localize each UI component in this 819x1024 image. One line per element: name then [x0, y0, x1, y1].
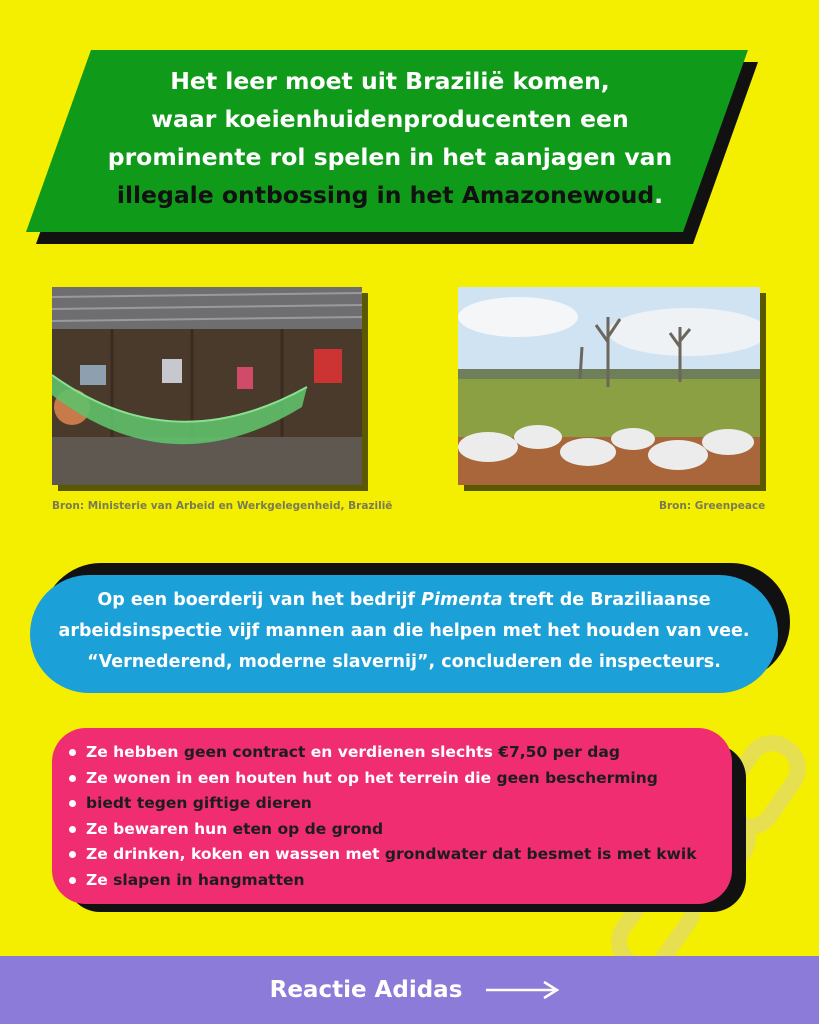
headline-period: .: [654, 181, 664, 209]
condition-highlight: €7,50 per dag: [498, 743, 620, 761]
condition-highlight: biedt tegen giftige dieren: [86, 794, 312, 812]
hammock-photo: [52, 287, 362, 485]
headline-line-last: [60, 176, 720, 214]
headline-line: waar koeienhuidenproducenten een: [151, 105, 629, 133]
cattle-photo: [458, 287, 760, 485]
inspection-text-part: treft de Braziliaanse: [502, 590, 711, 610]
condition-item: [68, 791, 697, 817]
photo-caption-left: Bron: Ministerie van Arbeid en Werkgelegenheid, Brazilië: [52, 500, 393, 512]
inspection-line: “Vernederend, moderne slavernij”, concluderen de inspecteurs.: [87, 652, 721, 672]
condition-text: Ze hebben: [86, 743, 184, 761]
condition-item: [68, 740, 697, 766]
inspection-text: [30, 585, 778, 678]
footer-label: Reactie Adidas: [269, 977, 463, 1003]
condition-highlight: geen contract: [183, 743, 306, 761]
headline-highlight: illegale ontbossing in het Amazonewoud: [116, 181, 655, 209]
inspection-line: arbeidsinspectie vijf mannen aan die helpen met het houden van vee.: [58, 621, 750, 641]
arrow-right-icon: [484, 980, 560, 1000]
inspection-text-part: Op een boerderij van het bedrijf: [97, 590, 422, 610]
condition-text: Ze: [86, 870, 114, 889]
condition-text: Ze wonen in een houten hut op het terrein die: [86, 768, 497, 787]
headline-line: prominente rol spelen in het aanjagen van: [107, 143, 673, 171]
company-name: Pimenta: [421, 590, 503, 610]
headline: [60, 62, 720, 214]
reactie-adidas-button[interactable]: [250, 966, 580, 1014]
photo-caption-right: Bron: Greenpeace: [659, 500, 766, 512]
condition-item: [68, 868, 697, 894]
condition-item: [68, 766, 697, 792]
condition-item: [68, 842, 697, 868]
condition-highlight: eten op de grond: [232, 819, 384, 838]
condition-text: en verdienen slechts: [305, 743, 499, 761]
conditions-list: [68, 740, 697, 893]
condition-highlight: grondwater dat besmet is met kwik: [384, 845, 697, 863]
headline-line: Het leer moet uit Brazilië komen,: [170, 67, 610, 95]
condition-highlight: slapen in hangmatten: [113, 870, 305, 889]
condition-highlight: geen bescherming: [496, 768, 658, 787]
condition-text: Ze drinken, koken en wassen met: [86, 845, 385, 863]
condition-item: [68, 817, 697, 843]
condition-text: Ze bewaren hun: [86, 819, 233, 838]
inspection-line: [30, 585, 778, 616]
